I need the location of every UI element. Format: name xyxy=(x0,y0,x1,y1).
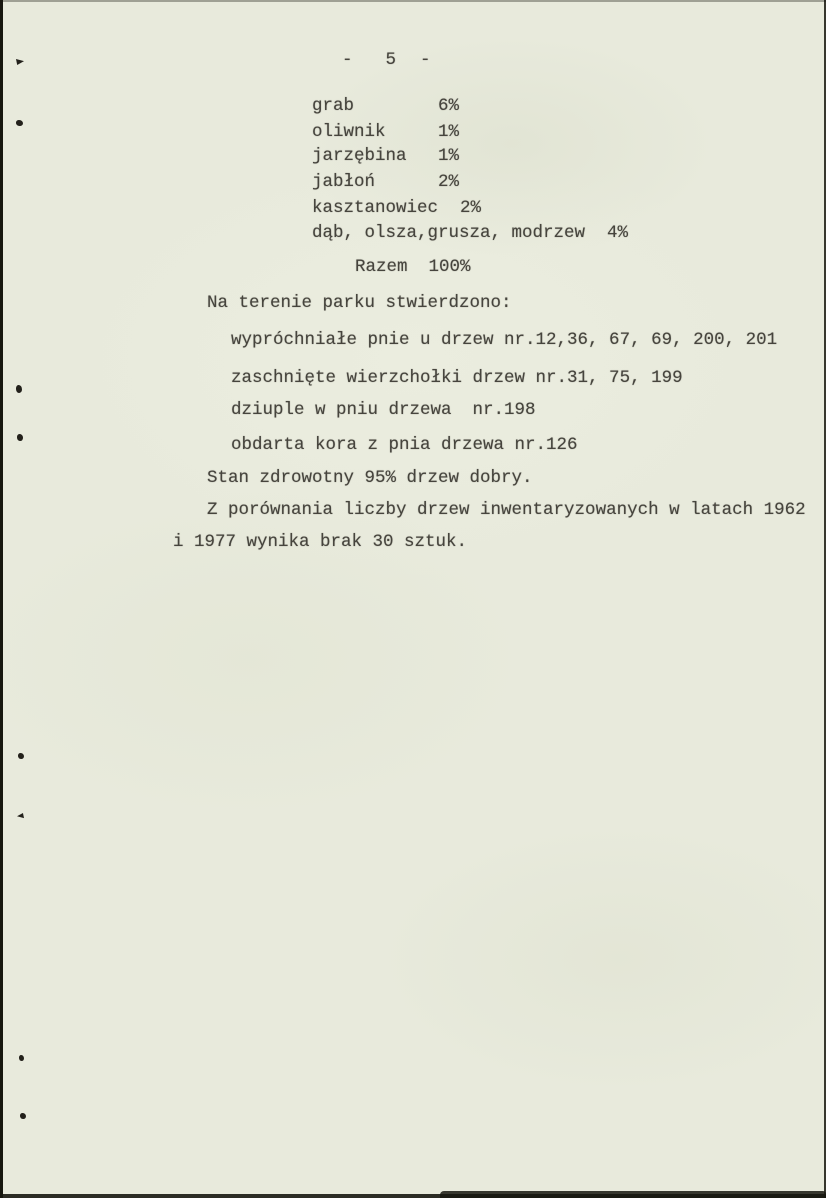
margin-speck xyxy=(17,434,23,441)
header-dash-right: - xyxy=(420,50,431,70)
paragraph-intro: Na terenie parku stwierdzono: xyxy=(207,293,512,313)
margin-speck xyxy=(19,1055,24,1061)
finding-tree-hollows: dziuple w pniu drzewa nr.198 xyxy=(231,400,536,420)
total-label: Razem xyxy=(355,257,408,277)
tree-name: jabłoń xyxy=(312,172,376,192)
tree-percent: 1% xyxy=(438,122,460,142)
margin-speck xyxy=(16,120,23,126)
finding-stripped-bark: obdarta kora z pnia drzewa nr.126 xyxy=(231,435,578,455)
tree-name: dąb, olsza,grusza, modrzew xyxy=(312,223,586,243)
tree-share-row xyxy=(312,148,459,166)
margin-speck xyxy=(20,1113,26,1119)
tree-share-row xyxy=(312,124,459,142)
finding-hollow-trunks: wypróchniałe pnie u drzew nr.12,36, 67, 69, 200, 201 xyxy=(231,330,778,350)
page-number-header xyxy=(342,52,431,70)
scan-edge-bottom xyxy=(440,1191,826,1198)
tree-percent: 2% xyxy=(460,198,482,218)
tree-share-row xyxy=(312,98,459,116)
margin-speck xyxy=(17,813,24,819)
tree-percent: 2% xyxy=(438,172,460,192)
margin-speck xyxy=(16,58,24,65)
tree-share-row xyxy=(312,225,628,243)
margin-speck xyxy=(16,385,22,393)
tree-name: oliwnik xyxy=(312,122,386,142)
page-number: 5 xyxy=(385,50,397,70)
tree-share-row xyxy=(312,200,481,218)
tree-share-row xyxy=(312,174,459,192)
header-dash-left: - xyxy=(342,50,353,70)
finding-dry-tops: zaschnięte wierzchołki drzew nr.31, 75, 199 xyxy=(231,368,683,388)
paragraph-comparison-line2: i 1977 wynika brak 30 sztuk. xyxy=(173,532,468,552)
scan-edge-left xyxy=(0,0,3,1198)
tree-percent: 4% xyxy=(607,223,629,243)
scan-edge-top xyxy=(0,0,826,2)
margin-speck xyxy=(18,753,24,759)
tree-percent: 6% xyxy=(438,96,460,116)
tree-percent: 1% xyxy=(438,146,460,166)
tree-name: jarzębina xyxy=(312,146,407,166)
total-row xyxy=(355,259,471,277)
tree-name: grab xyxy=(312,96,355,116)
paragraph-health: Stan zdrowotny 95% drzew dobry. xyxy=(207,468,533,488)
paragraph-comparison-line1: Z porównania liczby drzew inwentaryzowanych w latach 1962 xyxy=(207,500,806,520)
total-value: 100% xyxy=(428,257,471,277)
tree-name: kasztanowiec xyxy=(312,198,439,218)
